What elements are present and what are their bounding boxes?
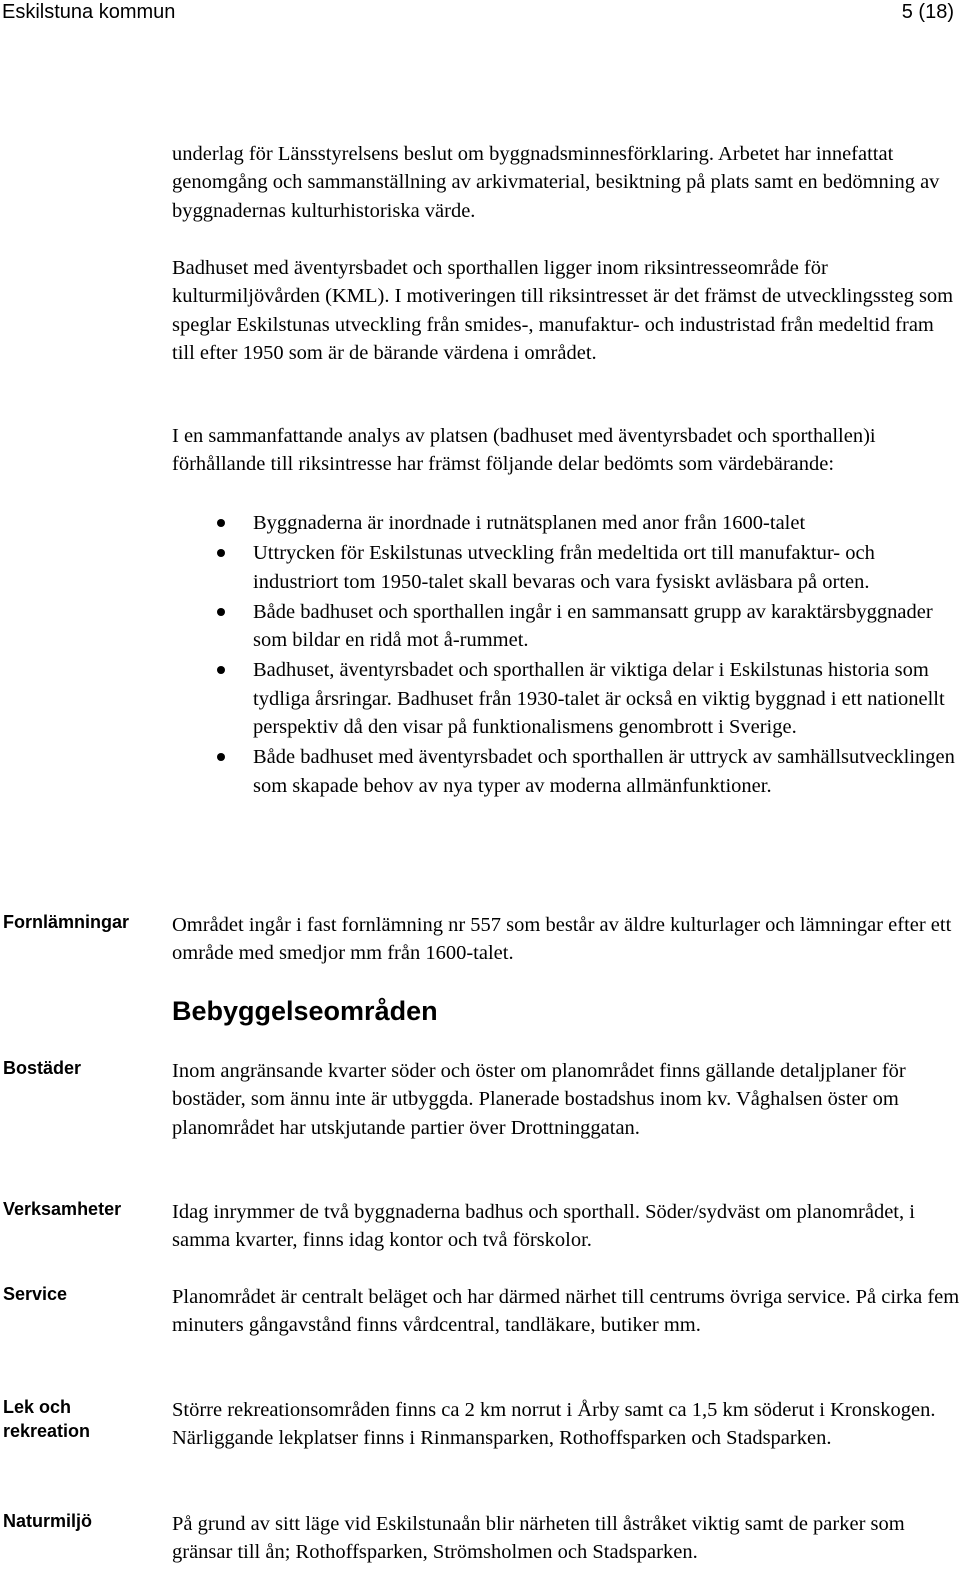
paragraph-fornlamningar: Området ingår i fast fornlämning nr 557 som består av äldre kulturlager och lämningar efter ett område med smedjor mm från 1600-talet. (172, 914, 952, 965)
side-label-line: rekreation (3, 1421, 91, 1441)
list-item-text: Byggnaderna är inordnade i rutnätsplanen med anor från 1600-talet (253, 512, 806, 534)
side-label-naturmiljo: Naturmiljö (3, 1511, 93, 1531)
bullet-icon (217, 519, 225, 527)
paragraph-intro: underlag för Länsstyrelsens beslut om byggnadsminnesförklaring. Arbetet har innefattat genomgång och sammanställning av arkivmaterial, besiktning på plats samt en bedömning av byggnadernas kulturhistoriska värde. (172, 143, 940, 222)
side-label-line: Lek och (3, 1397, 72, 1417)
section-heading: Bebyggelseområden (172, 996, 438, 1026)
list-item-text: Både badhuset med äventyrsbadet och sporthallen är uttryck av samhällsutvecklingen som skapade behov av nya typer av moderna allmänfunktioner. (253, 746, 955, 797)
paragraph-service: Planområdet är centralt beläget och har därmed närhet till centrums övriga service. På cirka fem minuters gångavstånd finns vårdcentral, tandläkare, butiker mm. (172, 1286, 960, 1337)
list-item (172, 656, 960, 741)
side-label-verksamheter: Verksamheter (3, 1199, 122, 1219)
bullet-icon (217, 666, 225, 674)
side-label-fornlamningar: Fornlämningar (3, 912, 130, 932)
list-item (172, 509, 960, 537)
paragraph-bostader: Inom angränsande kvarter söder och öster om planområdet finns gällande detaljplaner för bostäder, som ännu inte är utbyggda. Planerade bostadshus inom kv. Våghalsen öster om planområdet har utskjutande partier över Drottninggatan. (172, 1060, 906, 1139)
value-bullet-list (172, 509, 960, 802)
paragraph-riksintresse: Badhuset med äventyrsbadet och sporthallen ligger inom riksintresseområde för kulturmiljövården (KML). I motiveringen till riksintresset är det främst de utvecklingssteg som speglar Eskilstunas utveckling från smides-, manufaktur- och industristad från medeltid fram till efter 1950 som är de bärande värdena i området. (172, 257, 954, 365)
bullet-icon (217, 608, 225, 616)
list-item (172, 743, 960, 800)
list-item (172, 539, 960, 596)
paragraph-lek-rekreation: Större rekreationsområden finns ca 2 km norrut i Årby samt ca 1,5 km söderut i Kronskogen. Närliggande lekplatser finns i Rinmansparken, Rothoffsparken och Stadsparken. (172, 1399, 936, 1450)
paragraph-naturmiljo: På grund av sitt läge vid Eskilstunaån blir närheten till åstråket viktig samt de parker som gränsar till ån; Rothoffsparken, Strömsholmen och Stadsparken. (172, 1513, 905, 1564)
header-page-number: 5 (18) (901, 1, 954, 23)
header-organization: Eskilstuna kommun (2, 1, 176, 23)
side-label-bostader: Bostäder (3, 1058, 82, 1078)
paragraph-verksamheter: Idag inrymmer de två byggnaderna badhus och sporthall. Söder/sydväst om planområdet, i samma kvarter, finns idag kontor och två förskolor. (172, 1201, 915, 1252)
list-item (172, 598, 960, 655)
bullet-icon (217, 549, 225, 557)
bullet-icon (217, 753, 225, 761)
list-item-text: Uttrycken för Eskilstunas utveckling från medeltida ort till manufaktur- och industriort tom 1950-talet skall bevaras och vara fysiskt avläsbara på orten. (253, 542, 875, 593)
paragraph-analys: I en sammanfattande analys av platsen (badhuset med äventyrsbadet och sporthallen)i förhållande till riksintresse har främst följande delar bedömts som värdebärande: (172, 425, 876, 476)
side-label-service: Service (3, 1284, 68, 1304)
list-item-text: Både badhuset och sporthallen ingår i en sammansatt grupp av karaktärsbyggnader som bildar en ridå mot å-rummet. (253, 600, 933, 652)
side-label-lek-rekreation (3, 1395, 163, 1443)
list-item-text: Badhuset, äventyrsbadet och sporthallen är viktiga delar i Eskilstunas historia som tydliga årsringar. Badhuset från 1930-talet är också en viktig byggnad i ett nationellt perspektiv då den visar på funktionalismens genombrott i Sverige. (253, 659, 945, 739)
